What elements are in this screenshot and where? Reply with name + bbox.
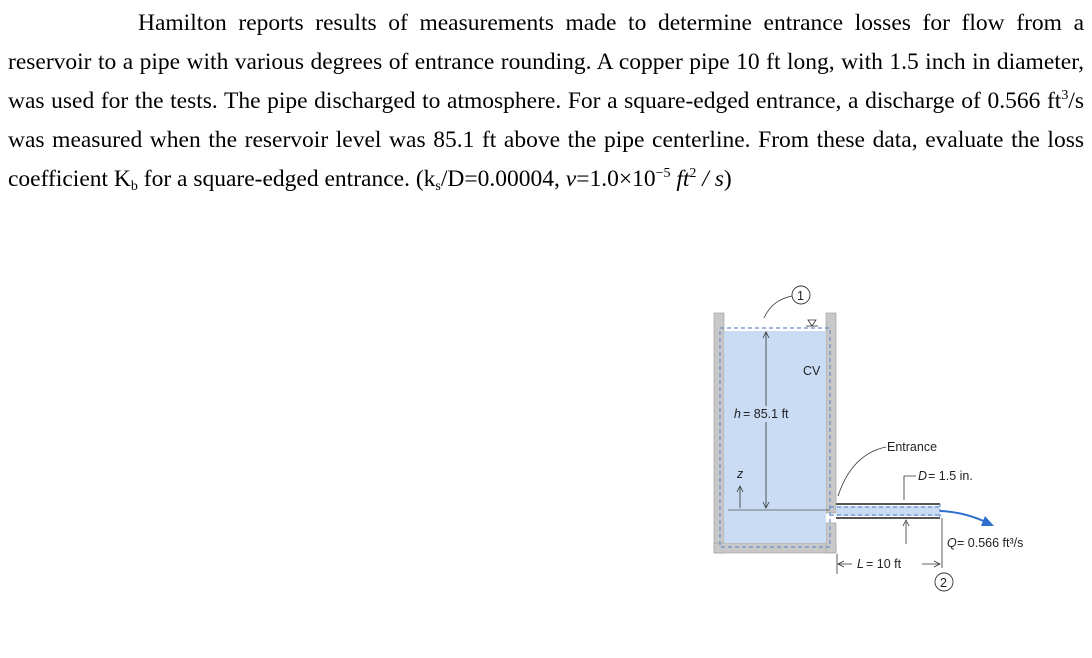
reservoir-water — [724, 331, 826, 543]
length-value: = 10 ft — [866, 557, 902, 571]
station-2-label: 2 — [940, 576, 947, 590]
nu-symbol: ν — [565, 166, 577, 192]
problem-text-2: /s was measured when the reservoir level was 85.1 ft above the pipe centerline. From these data, evaluate the loss coefficient K — [8, 88, 1084, 192]
viscosity-expression — [566, 166, 732, 192]
reservoir-left-wall — [714, 313, 724, 553]
problem-text-3: for a square-edged entrance. (k — [137, 166, 436, 192]
nu-unit: ft — [676, 166, 690, 192]
cv-label: CV — [803, 364, 821, 378]
reservoir-bottom-wall — [714, 543, 836, 553]
station-1-leader — [764, 296, 792, 318]
discharge-value: = 0.566 ft³/s — [957, 536, 1024, 550]
reservoir-wall-lower — [826, 523, 836, 553]
station-1-label: 1 — [797, 289, 804, 303]
length-symbol: L — [857, 557, 864, 571]
diameter-leader — [904, 476, 916, 500]
cubic-exponent: 3 — [1061, 88, 1069, 103]
roughness-subscript: s — [435, 179, 441, 194]
nu-value: =1.0×10 — [576, 166, 656, 192]
reservoir-right-wall — [826, 313, 836, 513]
h-value: = 85.1 ft — [743, 407, 789, 421]
reservoir-pipe-figure — [700, 278, 1080, 598]
flow-arrow — [940, 511, 990, 524]
figure-svg — [700, 278, 1080, 598]
diameter-value: = 1.5 in. — [928, 469, 973, 483]
nu-unit-tail: / s — [702, 166, 724, 192]
problem-text-4: /D=0.00004, — [440, 166, 560, 192]
problem-text-1: Hamilton reports results of measurements made to determine entrance losses for flow from a reservoir to a pipe with various degrees of entrance rounding. A copper pipe 10 ft long, with 1.5 inch in diameter, was used for the tests. The pipe discharged to atmosphere. For a square-edged entrance, a discharge of 0.566 ft — [8, 10, 1084, 114]
problem-statement — [8, 4, 1084, 199]
entrance-label: Entrance — [887, 440, 938, 454]
z-label: z — [737, 467, 744, 481]
diameter-symbol: D — [918, 469, 928, 483]
close-paren: ) — [723, 166, 732, 192]
entrance-leader — [838, 447, 886, 496]
nu-unit-exponent: 2 — [689, 166, 697, 181]
h-label: h — [734, 407, 741, 421]
nu-exponent: −5 — [655, 166, 671, 181]
water-surface-triangle — [808, 320, 816, 326]
loss-coefficient-subscript: b — [130, 179, 138, 194]
discharge-symbol: Q — [947, 536, 957, 550]
